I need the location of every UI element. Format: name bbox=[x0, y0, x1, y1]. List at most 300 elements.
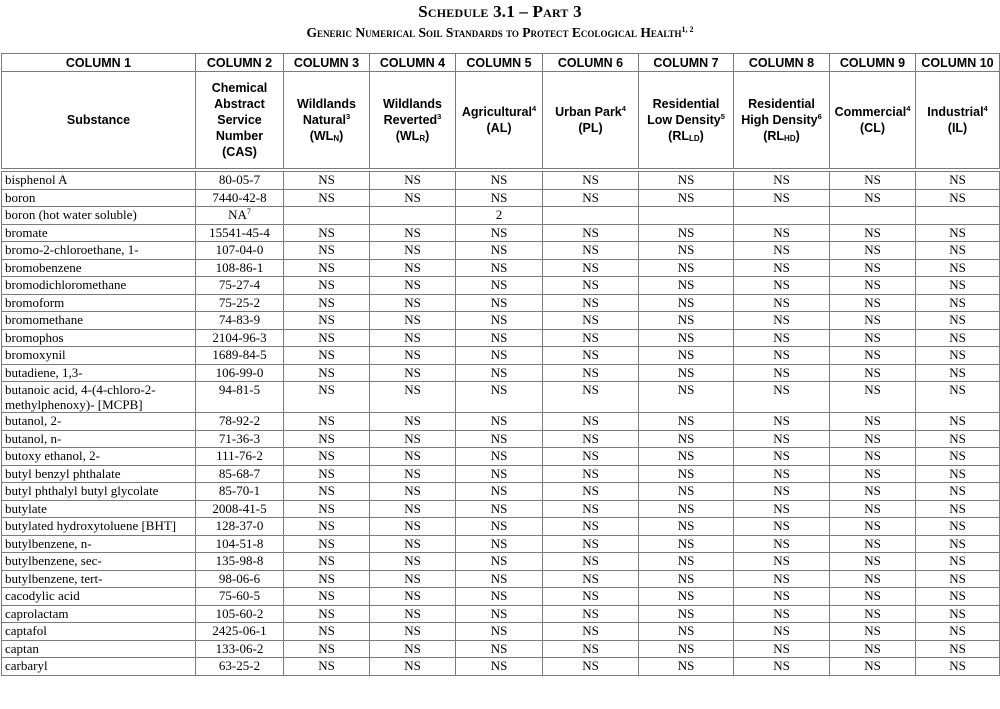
cas-number: 2008-41-5 bbox=[212, 500, 267, 516]
standard-value-cell: NS bbox=[916, 364, 1000, 382]
standard-value-cell: NS bbox=[370, 448, 456, 466]
standard-value-cell: NS bbox=[284, 347, 370, 365]
standard-value-cell: NS bbox=[284, 553, 370, 571]
standard-value-cell: NS bbox=[370, 658, 456, 676]
column-number-4: COLUMN 4 bbox=[370, 54, 456, 72]
cas-cell bbox=[196, 430, 284, 448]
column-number-3: COLUMN 3 bbox=[284, 54, 370, 72]
standard-value-cell: NS bbox=[456, 277, 543, 295]
column-header-9 bbox=[830, 72, 916, 171]
standard-value-cell: NS bbox=[284, 242, 370, 260]
column-header-8 bbox=[734, 72, 830, 171]
column-header-7 bbox=[639, 72, 734, 171]
standard-value-cell: NS bbox=[639, 570, 734, 588]
standard-value-cell: NS bbox=[284, 640, 370, 658]
standard-value-cell: NS bbox=[639, 518, 734, 536]
cas-cell bbox=[196, 535, 284, 553]
header-line: Low Density bbox=[647, 113, 721, 127]
table-row bbox=[2, 570, 1000, 588]
standard-value-cell: NS bbox=[543, 535, 639, 553]
standard-value-cell bbox=[370, 207, 456, 225]
subtitle-footnote: 1, 2 bbox=[681, 25, 694, 34]
standard-value-cell: NS bbox=[370, 623, 456, 641]
table-row bbox=[2, 500, 1000, 518]
cas-cell bbox=[196, 382, 284, 413]
standard-value-cell: NS bbox=[830, 518, 916, 536]
standard-value-cell: NS bbox=[916, 277, 1000, 295]
column-header-2 bbox=[196, 72, 284, 171]
standard-value-cell: NS bbox=[830, 553, 916, 571]
cas-number: 7440-42-8 bbox=[212, 189, 267, 205]
standard-value-cell: NS bbox=[830, 347, 916, 365]
cas-cell bbox=[196, 347, 284, 365]
column-number-1: COLUMN 1 bbox=[2, 54, 196, 72]
standard-value-cell: NS bbox=[284, 535, 370, 553]
table-row bbox=[2, 448, 1000, 466]
cas-cell bbox=[196, 623, 284, 641]
standard-value-cell: NS bbox=[734, 242, 830, 260]
cas-cell bbox=[196, 277, 284, 295]
standard-value-cell: NS bbox=[543, 170, 639, 189]
header-footnote: 4 bbox=[621, 104, 626, 113]
standard-value-cell: NS bbox=[639, 640, 734, 658]
standard-value-cell: NS bbox=[734, 623, 830, 641]
standard-value-cell: NS bbox=[830, 640, 916, 658]
column-header-row bbox=[2, 72, 1000, 171]
standard-value-cell: NS bbox=[830, 277, 916, 295]
standard-value-cell: NS bbox=[370, 518, 456, 536]
header-line: Commercial bbox=[834, 105, 907, 119]
standard-value-cell bbox=[734, 207, 830, 225]
substance-cell: captan bbox=[2, 640, 196, 658]
table-row bbox=[2, 347, 1000, 365]
standard-value-cell: NS bbox=[456, 329, 543, 347]
cas-cell bbox=[196, 224, 284, 242]
table-row bbox=[2, 553, 1000, 571]
standard-value-cell: NS bbox=[370, 640, 456, 658]
standard-value-cell: NS bbox=[284, 500, 370, 518]
standard-value-cell: NS bbox=[916, 553, 1000, 571]
cas-number: 94-81-5 bbox=[218, 382, 261, 397]
table-row bbox=[2, 430, 1000, 448]
standard-value-cell: NS bbox=[370, 189, 456, 207]
column-header-3 bbox=[284, 72, 370, 171]
standard-value-cell: NS bbox=[916, 312, 1000, 330]
substance-cell: bromodichloromethane bbox=[2, 277, 196, 295]
cas-cell bbox=[196, 553, 284, 571]
standard-value-cell: NS bbox=[916, 640, 1000, 658]
standard-value-cell: NS bbox=[543, 588, 639, 606]
standard-value-cell: NS bbox=[639, 658, 734, 676]
substance-cell: bromo-2-chloroethane, 1- bbox=[2, 242, 196, 260]
standard-value-cell: NS bbox=[734, 605, 830, 623]
cas-footnote: 7 bbox=[246, 207, 251, 216]
standard-value-cell: NS bbox=[284, 518, 370, 536]
standard-value-cell: NS bbox=[639, 294, 734, 312]
standard-value-cell: NS bbox=[734, 224, 830, 242]
cas-number: 75-27-4 bbox=[218, 277, 261, 292]
standard-value-cell: NS bbox=[734, 294, 830, 312]
standard-value-cell: NS bbox=[916, 518, 1000, 536]
header-footnote: 4 bbox=[906, 104, 911, 113]
cas-cell bbox=[196, 364, 284, 382]
standard-value-cell: NS bbox=[284, 329, 370, 347]
column-header-10 bbox=[916, 72, 1000, 171]
substance-cell: cacodylic acid bbox=[2, 588, 196, 606]
standard-value-cell: NS bbox=[734, 413, 830, 431]
cas-cell bbox=[196, 242, 284, 260]
standard-value-cell: NS bbox=[456, 242, 543, 260]
standard-value-cell: NS bbox=[370, 570, 456, 588]
standard-value-cell bbox=[284, 207, 370, 225]
standard-value-cell: NS bbox=[370, 605, 456, 623]
standard-value-cell: NS bbox=[543, 294, 639, 312]
standard-value-cell: NS bbox=[456, 465, 543, 483]
cas-number: 85-70-1 bbox=[218, 483, 261, 498]
standard-value-cell: NS bbox=[543, 605, 639, 623]
standard-value-cell bbox=[543, 207, 639, 225]
standard-value-cell: NS bbox=[916, 189, 1000, 207]
standard-value-cell: NS bbox=[456, 588, 543, 606]
cas-cell bbox=[196, 413, 284, 431]
standard-value-cell: NS bbox=[734, 347, 830, 365]
standard-value-cell: NS bbox=[543, 570, 639, 588]
standard-value-cell: NS bbox=[734, 259, 830, 277]
standard-value-cell: NS bbox=[456, 623, 543, 641]
standard-value-cell: NS bbox=[543, 259, 639, 277]
standard-value-cell: NS bbox=[370, 483, 456, 501]
standard-value-cell: NS bbox=[370, 382, 456, 413]
cas-number: 111-76-2 bbox=[216, 448, 263, 463]
substance-cell: butanol, 2- bbox=[2, 413, 196, 431]
standard-value-cell: NS bbox=[284, 364, 370, 382]
standard-value-cell: NS bbox=[916, 570, 1000, 588]
column-number-9: COLUMN 9 bbox=[830, 54, 916, 72]
column-number-8: COLUMN 8 bbox=[734, 54, 830, 72]
standard-value-cell: NS bbox=[639, 605, 734, 623]
standard-value-cell: NS bbox=[284, 224, 370, 242]
standard-value-cell: NS bbox=[639, 588, 734, 606]
standard-value-cell: NS bbox=[734, 170, 830, 189]
standard-value-cell: NS bbox=[916, 382, 1000, 413]
column-number-row bbox=[2, 54, 1000, 72]
cas-number: 15541-45-4 bbox=[209, 224, 270, 240]
standard-value-cell: NS bbox=[284, 312, 370, 330]
standard-value-cell: NS bbox=[916, 413, 1000, 431]
substance-cell: bromomethane bbox=[2, 312, 196, 330]
standard-value-cell: NS bbox=[734, 500, 830, 518]
header-abbreviation: (RL bbox=[763, 129, 785, 143]
standard-value-cell: NS bbox=[639, 483, 734, 501]
column-number-5: COLUMN 5 bbox=[456, 54, 543, 72]
cas-number: 1689-84-5 bbox=[212, 347, 267, 362]
standard-value-cell: NS bbox=[639, 329, 734, 347]
standard-value-cell: NS bbox=[916, 605, 1000, 623]
standard-value-cell: NS bbox=[456, 500, 543, 518]
standard-value-cell: NS bbox=[734, 329, 830, 347]
standard-value-cell: NS bbox=[734, 448, 830, 466]
table-row bbox=[2, 623, 1000, 641]
standard-value-cell: NS bbox=[734, 364, 830, 382]
standard-value-cell: NS bbox=[830, 259, 916, 277]
cas-cell bbox=[196, 518, 284, 536]
standard-value-cell: NS bbox=[734, 658, 830, 676]
cas-cell bbox=[196, 570, 284, 588]
standard-value-cell: NS bbox=[830, 382, 916, 413]
header-abbreviation: (PL) bbox=[578, 121, 603, 135]
cas-number: 133-06-2 bbox=[215, 640, 264, 656]
header-line: Abstract bbox=[214, 97, 265, 111]
standard-value-cell: NS bbox=[284, 465, 370, 483]
standard-value-cell: NS bbox=[830, 658, 916, 676]
standard-value-cell: NS bbox=[543, 448, 639, 466]
substance-cell: butylbenzene, sec- bbox=[2, 553, 196, 571]
standard-value-cell: NS bbox=[543, 623, 639, 641]
substance-cell: boron bbox=[2, 189, 196, 207]
header-footnote: 4 bbox=[983, 104, 988, 113]
standard-value-cell: NS bbox=[543, 500, 639, 518]
standard-value-cell: NS bbox=[456, 382, 543, 413]
cas-cell bbox=[196, 189, 284, 207]
standard-value-cell: NS bbox=[370, 242, 456, 260]
standard-value-cell: NS bbox=[543, 640, 639, 658]
standard-value-cell: NS bbox=[284, 483, 370, 501]
standard-value-cell: NS bbox=[916, 588, 1000, 606]
table-row bbox=[2, 170, 1000, 189]
standard-value-cell: NS bbox=[916, 259, 1000, 277]
standard-value-cell: NS bbox=[916, 224, 1000, 242]
header-abbreviation-close: ) bbox=[339, 129, 344, 143]
cas-number: 75-25-2 bbox=[218, 294, 261, 310]
header-abbreviation-subscript: HD bbox=[784, 134, 796, 143]
standard-value-cell: NS bbox=[916, 623, 1000, 641]
standard-value-cell: NS bbox=[734, 382, 830, 413]
standard-value-cell: NS bbox=[830, 588, 916, 606]
standard-value-cell: NS bbox=[639, 224, 734, 242]
cas-cell bbox=[196, 500, 284, 518]
standard-value-cell: NS bbox=[456, 259, 543, 277]
substance-cell: boron (hot water soluble) bbox=[2, 207, 196, 225]
standard-value-cell: NS bbox=[916, 658, 1000, 676]
standard-value-cell: 2 bbox=[456, 207, 543, 225]
standard-value-cell: NS bbox=[370, 277, 456, 295]
standard-value-cell: NS bbox=[543, 518, 639, 536]
cas-number: 74-83-9 bbox=[218, 312, 261, 327]
table-row bbox=[2, 242, 1000, 260]
table-row bbox=[2, 483, 1000, 501]
header-line: Residential bbox=[748, 97, 815, 111]
substance-cell: bromophos bbox=[2, 329, 196, 347]
table-row bbox=[2, 640, 1000, 658]
table-row bbox=[2, 259, 1000, 277]
column-number-10: COLUMN 10 bbox=[916, 54, 1000, 72]
standard-value-cell: NS bbox=[830, 189, 916, 207]
substance-cell: carbaryl bbox=[2, 658, 196, 676]
header-line: Number bbox=[215, 129, 264, 143]
standard-value-cell: NS bbox=[284, 430, 370, 448]
standard-value-cell: NS bbox=[284, 382, 370, 413]
table-row bbox=[2, 329, 1000, 347]
header-line: Agricultural bbox=[461, 105, 532, 119]
header-line: Wildlands bbox=[383, 97, 442, 111]
column-number-7: COLUMN 7 bbox=[639, 54, 734, 72]
standard-value-cell: NS bbox=[639, 347, 734, 365]
standard-value-cell: NS bbox=[830, 535, 916, 553]
table-row bbox=[2, 382, 1000, 413]
table-row bbox=[2, 658, 1000, 676]
standard-value-cell: NS bbox=[830, 623, 916, 641]
table-row bbox=[2, 207, 1000, 225]
substance-cell: butyl phthalyl butyl glycolate bbox=[2, 483, 196, 501]
standard-value-cell: NS bbox=[639, 430, 734, 448]
cas-number: NA bbox=[228, 207, 247, 222]
cas-cell bbox=[196, 207, 284, 225]
standard-value-cell: NS bbox=[543, 224, 639, 242]
header-abbreviation: (IL) bbox=[947, 121, 968, 135]
standard-value-cell: NS bbox=[639, 170, 734, 189]
standard-value-cell: NS bbox=[284, 448, 370, 466]
header-abbreviation: (AL) bbox=[486, 121, 512, 135]
cas-cell bbox=[196, 329, 284, 347]
standard-value-cell: NS bbox=[639, 189, 734, 207]
document-subtitle bbox=[0, 25, 1000, 41]
table-row bbox=[2, 535, 1000, 553]
standard-value-cell: NS bbox=[284, 259, 370, 277]
table-row bbox=[2, 605, 1000, 623]
substance-cell: bromoform bbox=[2, 294, 196, 312]
substance-cell: butadiene, 1,3- bbox=[2, 364, 196, 382]
standard-value-cell: NS bbox=[639, 500, 734, 518]
subtitle-text: Generic Numerical Soil Standards to Protect Ecological Health bbox=[306, 25, 682, 40]
standard-value-cell: NS bbox=[456, 570, 543, 588]
cas-number: 106-99-0 bbox=[215, 364, 264, 380]
header-line: Industrial bbox=[927, 105, 984, 119]
standard-value-cell: NS bbox=[284, 570, 370, 588]
standard-value-cell: NS bbox=[916, 465, 1000, 483]
standard-value-cell: NS bbox=[543, 465, 639, 483]
cas-number: 104-51-8 bbox=[215, 535, 264, 551]
header-footnote: 5 bbox=[720, 112, 725, 121]
standard-value-cell: NS bbox=[830, 465, 916, 483]
standard-value-cell: NS bbox=[734, 535, 830, 553]
standard-value-cell: NS bbox=[830, 570, 916, 588]
substance-cell: butanoic acid, 4-(4-chloro-2-methylphenoxy)- [MCPB] bbox=[2, 382, 196, 413]
cas-number: 78-92-2 bbox=[218, 413, 261, 428]
standard-value-cell: NS bbox=[456, 483, 543, 501]
substance-cell: butanol, n- bbox=[2, 430, 196, 448]
substance-cell: caprolactam bbox=[2, 605, 196, 623]
standard-value-cell: NS bbox=[639, 277, 734, 295]
standard-value-cell: NS bbox=[830, 430, 916, 448]
standard-value-cell: NS bbox=[456, 658, 543, 676]
standard-value-cell: NS bbox=[284, 623, 370, 641]
substance-cell: bromoxynil bbox=[2, 347, 196, 365]
standard-value-cell: NS bbox=[456, 430, 543, 448]
column-number-6: COLUMN 6 bbox=[543, 54, 639, 72]
standard-value-cell: NS bbox=[284, 189, 370, 207]
standard-value-cell: NS bbox=[916, 242, 1000, 260]
standard-value-cell: NS bbox=[456, 413, 543, 431]
substance-cell: bromobenzene bbox=[2, 259, 196, 277]
cas-cell bbox=[196, 640, 284, 658]
header-line: Service bbox=[217, 113, 262, 127]
standard-value-cell: NS bbox=[830, 294, 916, 312]
standard-value-cell: NS bbox=[370, 259, 456, 277]
standard-value-cell bbox=[916, 207, 1000, 225]
header-line: Reverted bbox=[383, 113, 438, 127]
header-abbreviation-close: ) bbox=[699, 129, 704, 143]
standard-value-cell: NS bbox=[456, 448, 543, 466]
substance-cell: butylate bbox=[2, 500, 196, 518]
soil-standards-table bbox=[1, 53, 1000, 676]
standard-value-cell: NS bbox=[456, 170, 543, 189]
header-line: Natural bbox=[302, 113, 346, 127]
cas-number: 85-68-7 bbox=[218, 465, 261, 481]
cas-cell bbox=[196, 448, 284, 466]
cas-number: 2104-96-3 bbox=[212, 329, 267, 345]
table-row bbox=[2, 277, 1000, 295]
standard-value-cell: NS bbox=[639, 259, 734, 277]
standard-value-cell: NS bbox=[370, 329, 456, 347]
cas-cell bbox=[196, 312, 284, 330]
standard-value-cell: NS bbox=[284, 277, 370, 295]
header-footnote: 3 bbox=[345, 112, 351, 121]
standard-value-cell: NS bbox=[830, 500, 916, 518]
header-abbreviation-close: ) bbox=[425, 129, 430, 143]
standard-value-cell: NS bbox=[284, 413, 370, 431]
standard-value-cell: NS bbox=[916, 430, 1000, 448]
header-line: (CAS) bbox=[222, 145, 257, 159]
standard-value-cell: NS bbox=[734, 277, 830, 295]
standard-value-cell: NS bbox=[456, 294, 543, 312]
cas-number: 71-36-3 bbox=[218, 430, 261, 446]
standard-value-cell: NS bbox=[370, 312, 456, 330]
cas-cell bbox=[196, 588, 284, 606]
column-number-2: COLUMN 2 bbox=[196, 54, 284, 72]
standard-value-cell: NS bbox=[830, 483, 916, 501]
table-row bbox=[2, 588, 1000, 606]
header-abbreviation: (WL bbox=[309, 129, 334, 143]
standard-value-cell: NS bbox=[543, 430, 639, 448]
table-row bbox=[2, 364, 1000, 382]
table-row bbox=[2, 189, 1000, 207]
header-abbreviation-subscript: LD bbox=[688, 134, 700, 143]
standard-value-cell: NS bbox=[456, 364, 543, 382]
standard-value-cell: NS bbox=[639, 535, 734, 553]
standard-value-cell: NS bbox=[734, 189, 830, 207]
table-row bbox=[2, 518, 1000, 536]
cas-number: 105-60-2 bbox=[215, 605, 264, 621]
standard-value-cell: NS bbox=[370, 294, 456, 312]
standard-value-cell: NS bbox=[370, 465, 456, 483]
standard-value-cell: NS bbox=[734, 588, 830, 606]
table-body bbox=[2, 170, 1000, 675]
standard-value-cell: NS bbox=[916, 347, 1000, 365]
standard-value-cell: NS bbox=[830, 329, 916, 347]
header-footnote: 3 bbox=[437, 112, 442, 121]
standard-value-cell: NS bbox=[456, 347, 543, 365]
column-header-4 bbox=[370, 72, 456, 171]
substance-cell: butoxy ethanol, 2- bbox=[2, 448, 196, 466]
standard-value-cell: NS bbox=[370, 500, 456, 518]
substance-cell: bromate bbox=[2, 224, 196, 242]
standard-value-cell: NS bbox=[639, 465, 734, 483]
cas-number: 128-37-0 bbox=[215, 518, 264, 533]
standard-value-cell: NS bbox=[456, 535, 543, 553]
header-line: Urban Park bbox=[555, 105, 622, 119]
standard-value-cell: NS bbox=[830, 605, 916, 623]
standard-value-cell: NS bbox=[734, 465, 830, 483]
